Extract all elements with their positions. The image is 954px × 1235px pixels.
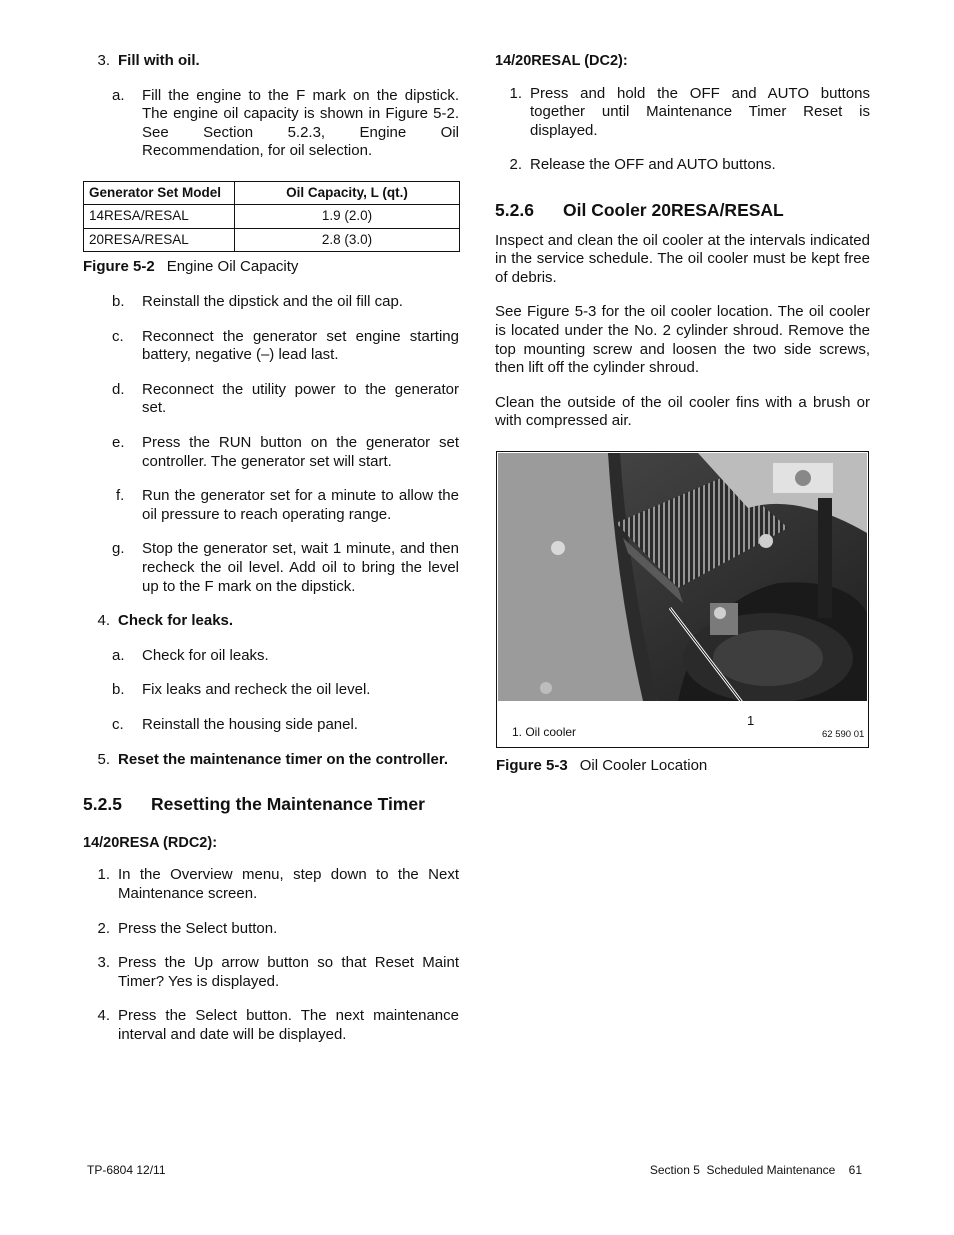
step-number: 5. [97,750,110,768]
section-title: Resetting the Maintenance Timer [151,794,425,815]
footer-section-page: Section 5 Scheduled Maintenance 61 [649,1163,862,1177]
rdc2-subheading: 14/20RESA (RDC2): [83,834,218,851]
sub-step-letter: c. [112,715,124,733]
step-number: 3. [97,52,110,69]
step-4a [83,647,459,666]
step-number: 2. [97,919,110,937]
sub-step-letter: d. [112,380,125,398]
sub-step-text: Reinstall the housing side panel. [142,715,358,733]
step-4b [83,681,459,700]
dc2-step [495,156,870,175]
table-cell: 1.9 (2.0) [235,205,460,229]
paragraph: Clean the outside of the oil cooler fins with a brush or with compressed air. [495,393,870,430]
sub-step-letter: a. [112,86,125,104]
figure-legend: 1. Oil cooler [512,725,577,739]
figure-caption: Engine Oil Capacity [166,258,299,276]
sub-step-letter: b. [112,681,125,699]
figure-label: Figure 5-3 [496,757,568,774]
figure-5-2-caption [83,258,459,277]
table-header-row [84,181,460,205]
sub-step-text: Stop the generator set, wait 1 minute, and then recheck the oil level. Add oil to bring the level up to the F mark on the dipstick. [142,540,459,595]
step-3g [83,540,459,596]
rdc2-step [83,954,459,991]
table-cell: 14RESA/RESAL [84,205,235,229]
sub-step-letter: g. [112,540,125,558]
step-3f [83,487,459,524]
sub-step-letter: c. [112,327,124,345]
sub-step-text: Check for oil leaks. [142,646,269,664]
step-3 [83,52,459,71]
step-text: Press the Up arrow button so that Reset Maint Timer? Yes is displayed. [118,954,459,990]
step-text: Press the Select button. [118,919,278,937]
callout-number: 1 [747,713,755,728]
section-5-2-6-heading [495,201,870,220]
step-4 [83,612,459,631]
paragraph: See Figure 5-3 for the oil cooler location. The oil cooler is located under the No. 2 cylinder shroud. Remove the top mounting screw and loosen the two side screws, then lift off the cylinder shroud. [495,303,870,377]
sub-step-letter: e. [112,434,125,452]
section-title: Oil Cooler 20RESA/RESAL [563,199,784,220]
sub-step-text: Run the generator set for a minute to allow the oil pressure to reach operating range. [142,487,459,523]
sub-step-text: Fill the engine to the F mark on the dipstick. The engine oil capacity is shown in Figure 5-2. See Section 5.2.3, Engine Oil Recommendation, for oil selection. [142,86,459,160]
rdc2-step [83,920,459,939]
table-row [84,205,460,229]
step-title: Reset the maintenance timer on the controller. [118,750,449,768]
oil-cooler-photo [498,453,867,701]
oil-cooler-photo-illustration [498,453,867,701]
figure-5-3-caption [496,757,707,776]
step-3c [83,328,459,365]
dc2-subheading: 14/20RESAL (DC2): [495,53,628,69]
step-title: Fill with oil. [118,52,200,69]
oil-cooler-figure [496,451,869,748]
left-column [83,52,459,1045]
section-number: 5.2.5 [83,794,122,815]
step-text: Press and hold the OFF and AUTO buttons together until Maintenance Timer Reset is displayed. [530,84,870,139]
step-number: 3. [97,954,110,972]
figure-caption: Oil Cooler Location [579,757,708,774]
table-header: Generator Set Model [84,181,235,205]
sub-step-text: Press the RUN button on the generator set controller. The generator set will start. [142,434,459,470]
sub-step-text: Reconnect the generator set engine starting battery, negative (–) lead last. [142,327,459,364]
right-column [495,52,870,431]
step-3b [83,293,459,312]
sub-step-letter: a. [112,646,125,664]
dc2-step [495,85,870,141]
step-number: 1. [509,84,522,102]
step-5 [83,751,459,770]
sub-step-letter: b. [112,293,125,311]
figure-label: Figure 5-2 [83,258,155,276]
footer-document-id: TP-6804 12/11 [87,1163,166,1177]
figure-reference-number: 62 590 01 [822,729,865,740]
step-text: Release the OFF and AUTO buttons. [530,156,776,174]
sub-step-letter: f. [116,487,125,505]
step-4c [83,716,459,735]
section-5-2-5-heading [83,795,459,814]
rdc2-step [83,1007,459,1044]
step-text: In the Overview menu, step down to the Next Maintenance screen. [118,866,459,902]
rdc2-step [83,866,459,903]
step-3a [83,87,459,161]
step-number: 4. [97,1007,110,1025]
table-header: Oil Capacity, L (qt.) [235,181,460,205]
sub-step-text: Fix leaks and recheck the oil level. [142,681,371,699]
paragraph: Inspect and clean the oil cooler at the intervals indicated in the service schedule. The oil cooler must be kept free of debris. [495,231,870,286]
table-cell: 2.8 (3.0) [235,228,460,252]
sub-step-text: Reinstall the dipstick and the oil fill cap. [142,293,403,311]
step-number: 4. [97,612,110,630]
step-title: Check for leaks. [118,612,234,630]
step-number: 2. [509,156,522,174]
step-text: Press the Select button. The next maintenance interval and date will be displayed. [118,1007,459,1043]
section-number: 5.2.6 [495,199,534,220]
table-row [84,228,460,252]
step-3e [83,434,459,471]
step-number: 1. [97,866,110,884]
oil-capacity-table [83,181,460,253]
step-3d [83,381,459,418]
table-cell: 20RESA/RESAL [84,228,235,252]
sub-step-text: Reconnect the utility power to the generator set. [142,380,459,417]
